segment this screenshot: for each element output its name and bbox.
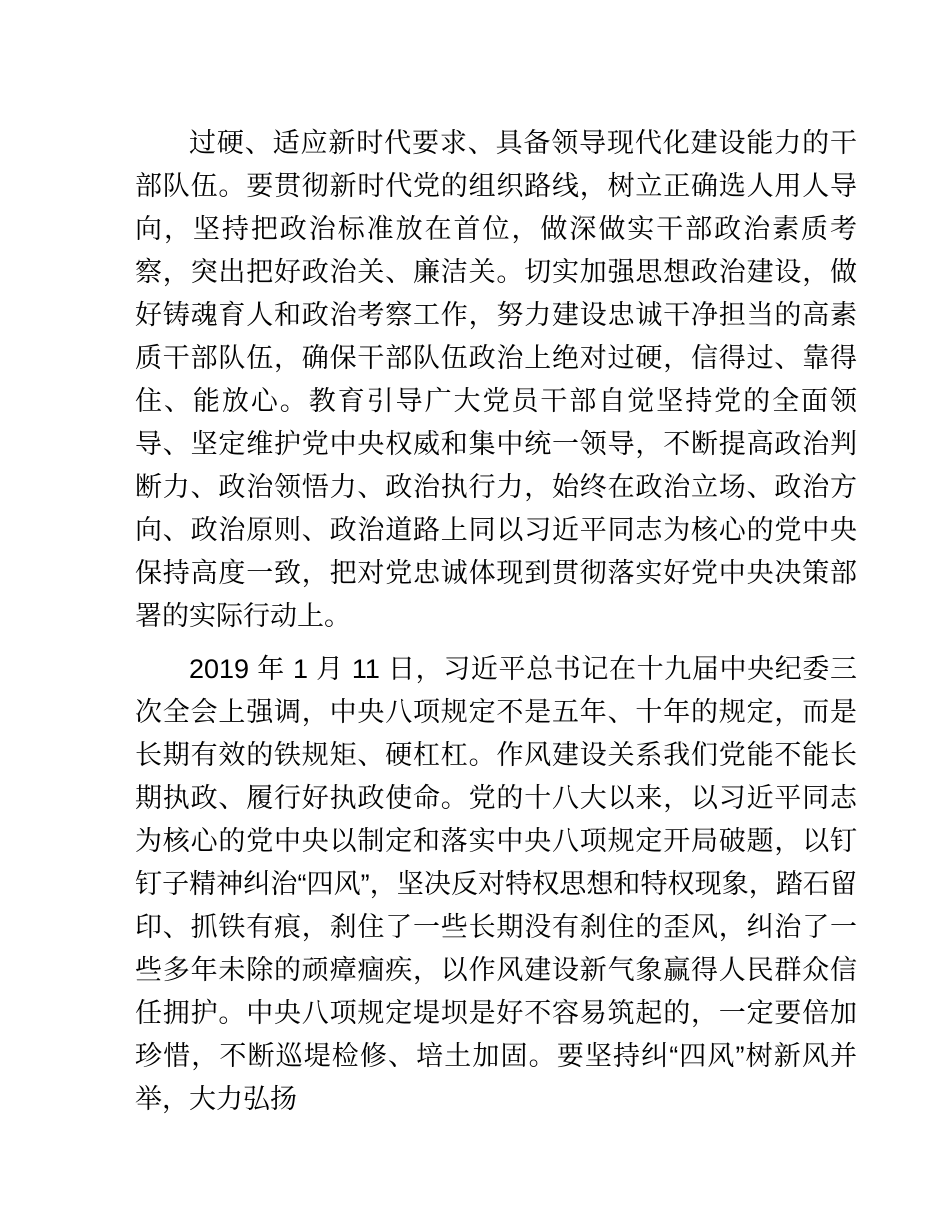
document-body (135, 122, 857, 1121)
paragraph: 过硬、适应新时代要求、具备领导现代化建设能力的干部队伍。要贯彻新时代党的组织路线，树立正确选人用人导向，坚持把政治标准放在首位，做深做实干部政治素质考察，突出把好政治关、廉洁关。切实加强思想政治建设，做好铸魂育人和政治考察工作，努力建设忠诚干净担当的高素质干部队伍，确保干部队伍政治上绝对过硬，信得过、靠得住、能放心。教育引导广大党员干部自觉坚持党的全面领导、坚定维护党中央权威和集中统一领导，不断提高政治判断力、政治领悟力、政治执行力，始终在政治立场、政治方向、政治原则、政治道路上同以习近平同志为核心的党中央保持高度一致，把对党忠诚体现到贯彻落实好党中央决策部署的实际行动上。 (135, 128, 857, 631)
paragraph: 2019 年 1 月 11 日，习近平总书记在十九届中央纪委三次全会上强调，中央八项规定不是五年、十年的规定，而是长期有效的铁规矩、硬杠杠。作风建设关系我们党能不能长期执政、履行好执政使命。党的十八大以来，以习近平同志为核心的党中央以制定和落实中央八项规定开局破题，以钉钉子精神纠治“四风”，坚决反对特权思想和特权现象，踏石留印、抓铁有痕，刹住了一些长期没有刹住的歪风，纠治了一些多年未除的顽瘴痼疾，以作风建设新气象赢得人民群众信任拥护。中央八项规定堤坝是好不容易筑起的，一定要倍加珍惜，不断巡堤检修、培土加固。要坚持纠“四风”树新风并举，大力弘扬 (135, 654, 857, 1114)
